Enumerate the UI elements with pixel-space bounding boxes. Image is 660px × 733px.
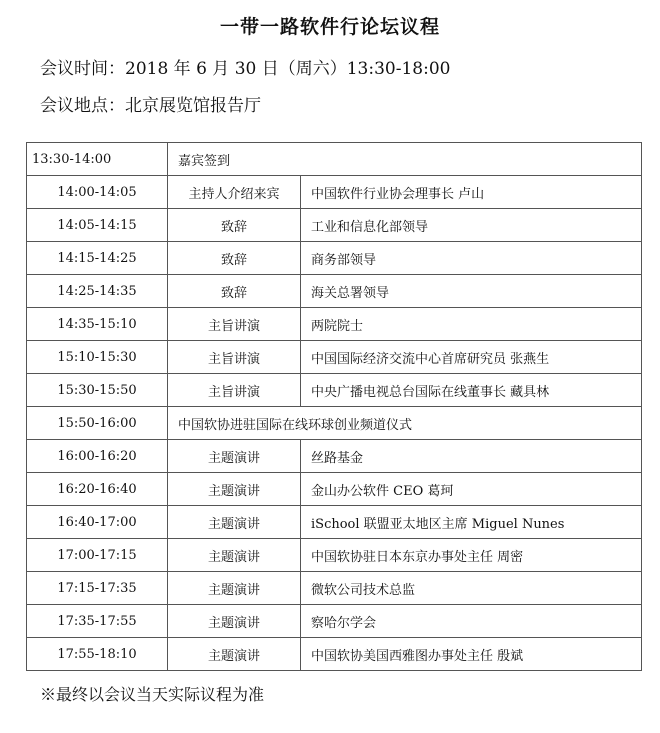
- agenda-type: 主题演讲: [168, 440, 301, 473]
- agenda-description: 中国软协驻日本东京办事处主任 周密: [301, 539, 642, 572]
- agenda-row: [27, 440, 642, 473]
- agenda-row: [27, 407, 642, 440]
- agenda-description: 嘉宾签到: [168, 143, 642, 176]
- agenda-row: [27, 572, 642, 605]
- agenda-description: iSchool 联盟亚太地区主席 Miguel Nunes: [301, 506, 642, 539]
- agenda-type: 主题演讲: [168, 572, 301, 605]
- agenda-row: [27, 638, 642, 671]
- agenda-row: [27, 308, 642, 341]
- agenda-row: [27, 176, 642, 209]
- agenda-description: 微软公司技术总监: [301, 572, 642, 605]
- agenda-description: 商务部领导: [301, 242, 642, 275]
- agenda-row: [27, 605, 642, 638]
- agenda-time: 14:05-14:15: [27, 209, 168, 242]
- agenda-type: 主题演讲: [168, 605, 301, 638]
- agenda-time: 16:20-16:40: [27, 473, 168, 506]
- agenda-description: 中国软协美国西雅图办事处主任 殷斌: [301, 638, 642, 671]
- agenda-type: 主旨讲演: [168, 341, 301, 374]
- agenda-type: 主题演讲: [168, 539, 301, 572]
- agenda-row: [27, 209, 642, 242]
- agenda-time: 14:35-15:10: [27, 308, 168, 341]
- agenda-type: 主持人介绍来宾: [168, 176, 301, 209]
- agenda-row: [27, 506, 642, 539]
- agenda-description: 察哈尔学会: [301, 605, 642, 638]
- agenda-row: [27, 341, 642, 374]
- agenda-table: [26, 142, 642, 671]
- agenda-row: [27, 242, 642, 275]
- agenda-type: 主题演讲: [168, 506, 301, 539]
- agenda-time: 17:15-17:35: [27, 572, 168, 605]
- agenda-description: 中央广播电视总台国际在线董事长 藏具林: [301, 374, 642, 407]
- agenda-time: 15:30-15:50: [27, 374, 168, 407]
- agenda-description: 工业和信息化部领导: [301, 209, 642, 242]
- agenda-description: 中国软件行业协会理事长 卢山: [301, 176, 642, 209]
- agenda-time: 17:00-17:15: [27, 539, 168, 572]
- agenda-time: 17:35-17:55: [27, 605, 168, 638]
- agenda-description: 海关总署领导: [301, 275, 642, 308]
- agenda-time: 13:30-14:00: [27, 143, 168, 176]
- agenda-time: 14:00-14:05: [27, 176, 168, 209]
- agenda-type: 致辞: [168, 242, 301, 275]
- agenda-time: 15:50-16:00: [27, 407, 168, 440]
- agenda-description: 中国国际经济交流中心首席研究员 张燕生: [301, 341, 642, 374]
- footnote: ※最终以会议当天实际议程为准: [40, 685, 265, 704]
- agenda-description: 中国软协进驻国际在线环球创业频道仪式: [168, 407, 642, 440]
- agenda-type: 主旨讲演: [168, 374, 301, 407]
- agenda-type: 主题演讲: [168, 638, 301, 671]
- meeting-place: 会议地点：北京展览馆报告厅: [40, 96, 261, 116]
- agenda-time: 16:00-16:20: [27, 440, 168, 473]
- agenda-time: 14:25-14:35: [27, 275, 168, 308]
- agenda-type: 致辞: [168, 275, 301, 308]
- agenda-description: 金山办公软件 CEO 葛珂: [301, 473, 642, 506]
- page-title: 一带一路软件行论坛议程: [219, 16, 440, 38]
- agenda-time: 14:15-14:25: [27, 242, 168, 275]
- agenda-row: [27, 143, 642, 176]
- agenda-description: 两院院士: [301, 308, 642, 341]
- agenda-time: 17:55-18:10: [27, 638, 168, 671]
- agenda-time: 15:10-15:30: [27, 341, 168, 374]
- agenda-body: [27, 143, 642, 671]
- agenda-description: 丝路基金: [301, 440, 642, 473]
- agenda-type: 主题演讲: [168, 473, 301, 506]
- agenda-row: [27, 473, 642, 506]
- agenda-row: [27, 275, 642, 308]
- agenda-type: 致辞: [168, 209, 301, 242]
- agenda-row: [27, 374, 642, 407]
- meeting-time: 会议时间：2018 年 6 月 30 日（周六）13:30-18:00: [40, 59, 451, 79]
- agenda-type: 主旨讲演: [168, 308, 301, 341]
- agenda-row: [27, 539, 642, 572]
- agenda-time: 16:40-17:00: [27, 506, 168, 539]
